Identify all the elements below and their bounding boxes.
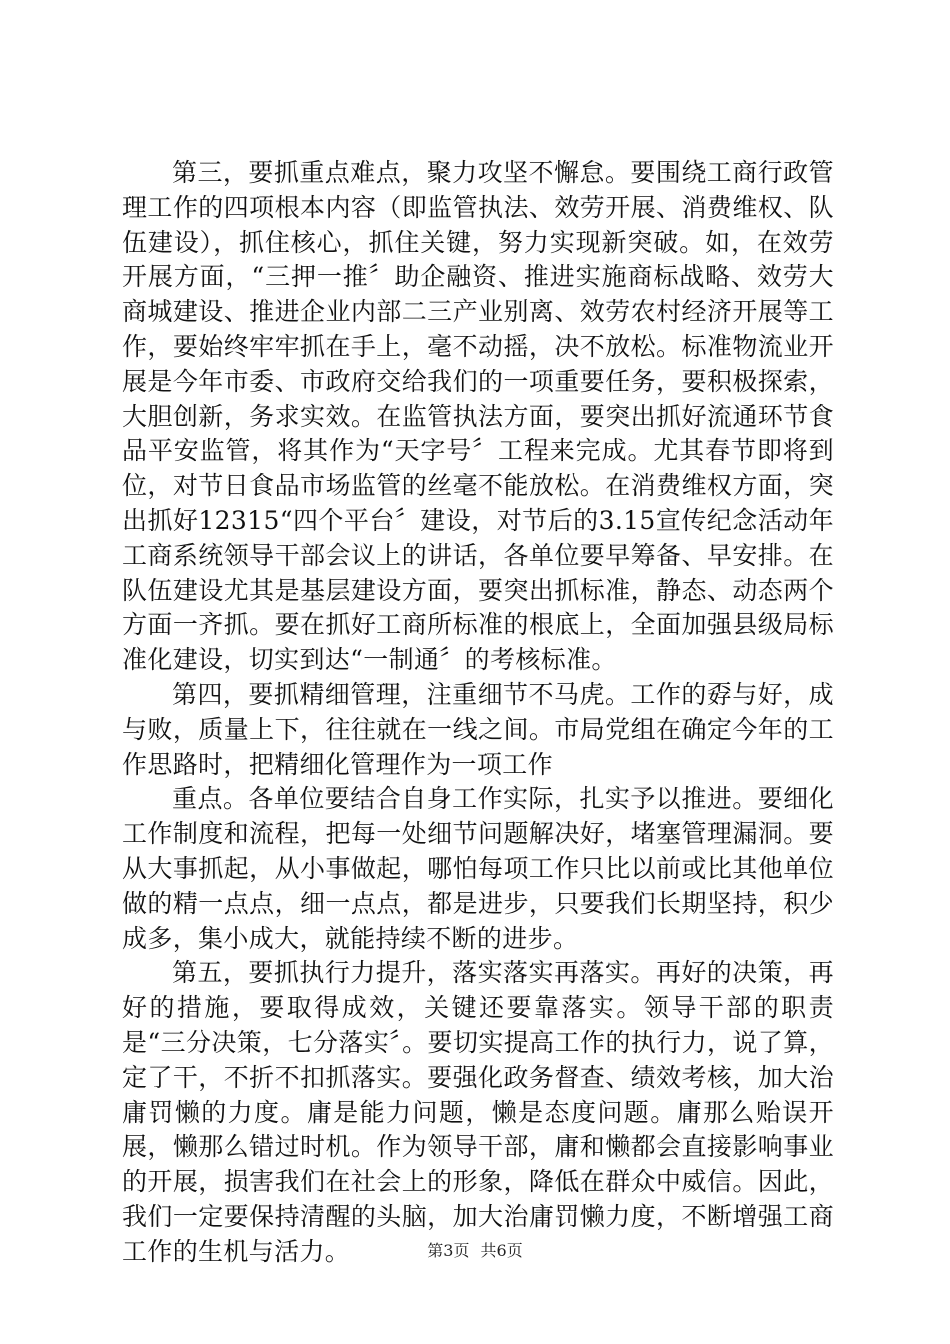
document-body: [122, 156, 834, 1270]
paragraph-fourth-point-continued: 重点。各单位要结合自身工作实际，扎实予以推进。要细化工作制度和流程，把每一处细节问题解决好，堵塞管理漏洞。要从大事抓起，从小事做起，哪怕每项工作只比以前或比其他单位做的精一点点，细一点点，都是进步，只要我们长期坚持，积少成多，集小成大，就能持续不断的进步。: [122, 784, 834, 953]
page-total: 共6页: [480, 1241, 523, 1260]
page-footer: [0, 1241, 950, 1261]
page-number: 第3页: [427, 1241, 470, 1260]
paragraph-fifth-point: 第五，要抓执行力提升，落实落实再落实。再好的决策，再好的措施，要取得成效，关键还要靠落实。领导干部的职责是“三分决策，七分落实〞。要切实提高工作的执行力，说了算，定了干，不折不扣抓落实。要强化政务督查、绩效考核，加大治庸罚懒的力度。庸是能力问题，懒是态度问题。庸那么贻误开展，懒那么错过时机。作为领导干部，庸和懒都会直接影响事业的开展，损害我们在社会上的形象，降低在群众中威信。因此，我们一定要保持清醒的头脑，加大治庸罚懒力度，不断增强工商工作的生机与活力。: [122, 958, 834, 1266]
paragraph-third-point: 第三，要抓重点难点，聚力攻坚不懈怠。要围绕工商行政管理工作的四项根本内容（即监管执法、效劳开展、消费维权、队伍建设），抓住核心，抓住关键，努力实现新突破。如，在效劳开展方面，“三押一推〞助企融资、推进实施商标战略、效劳大商城建设、推进企业内部二三产业别离、效劳农村经济开展等工作，要始终牢牢抓在手上，毫不动摇，决不放松。标准物流业开展是今年市委、市政府交给我们的一项重要任务，要积极探索，大胆创新，务求实效。在监管执法方面，要突出抓好流通环节食品平安监管，将其作为“天字号〞工程来完成。尤其春节即将到位，对节日食品市场监管的丝毫不能放松。在消费维权方面，突出抓好12315“四个平台〞建设，对节后的3.15宣传纪念活动年工商系统领导干部会议上的讲话，各单位要早筹备、早安排。在队伍建设尤其是基层建设方面，要突出抓标准，静态、动态两个方面一齐抓。要在抓好工商所标准的根底上，全面加强县级局标准化建设，切实到达“一制通〞的考核标准。: [122, 158, 834, 675]
paragraph-fourth-point: 第四，要抓精细管理，注重细节不马虎。工作的孬与好，成与败，质量上下，往往就在一线之间。市局党组在确定今年的工作思路时，把精细化管理作为一项工作: [122, 679, 834, 779]
